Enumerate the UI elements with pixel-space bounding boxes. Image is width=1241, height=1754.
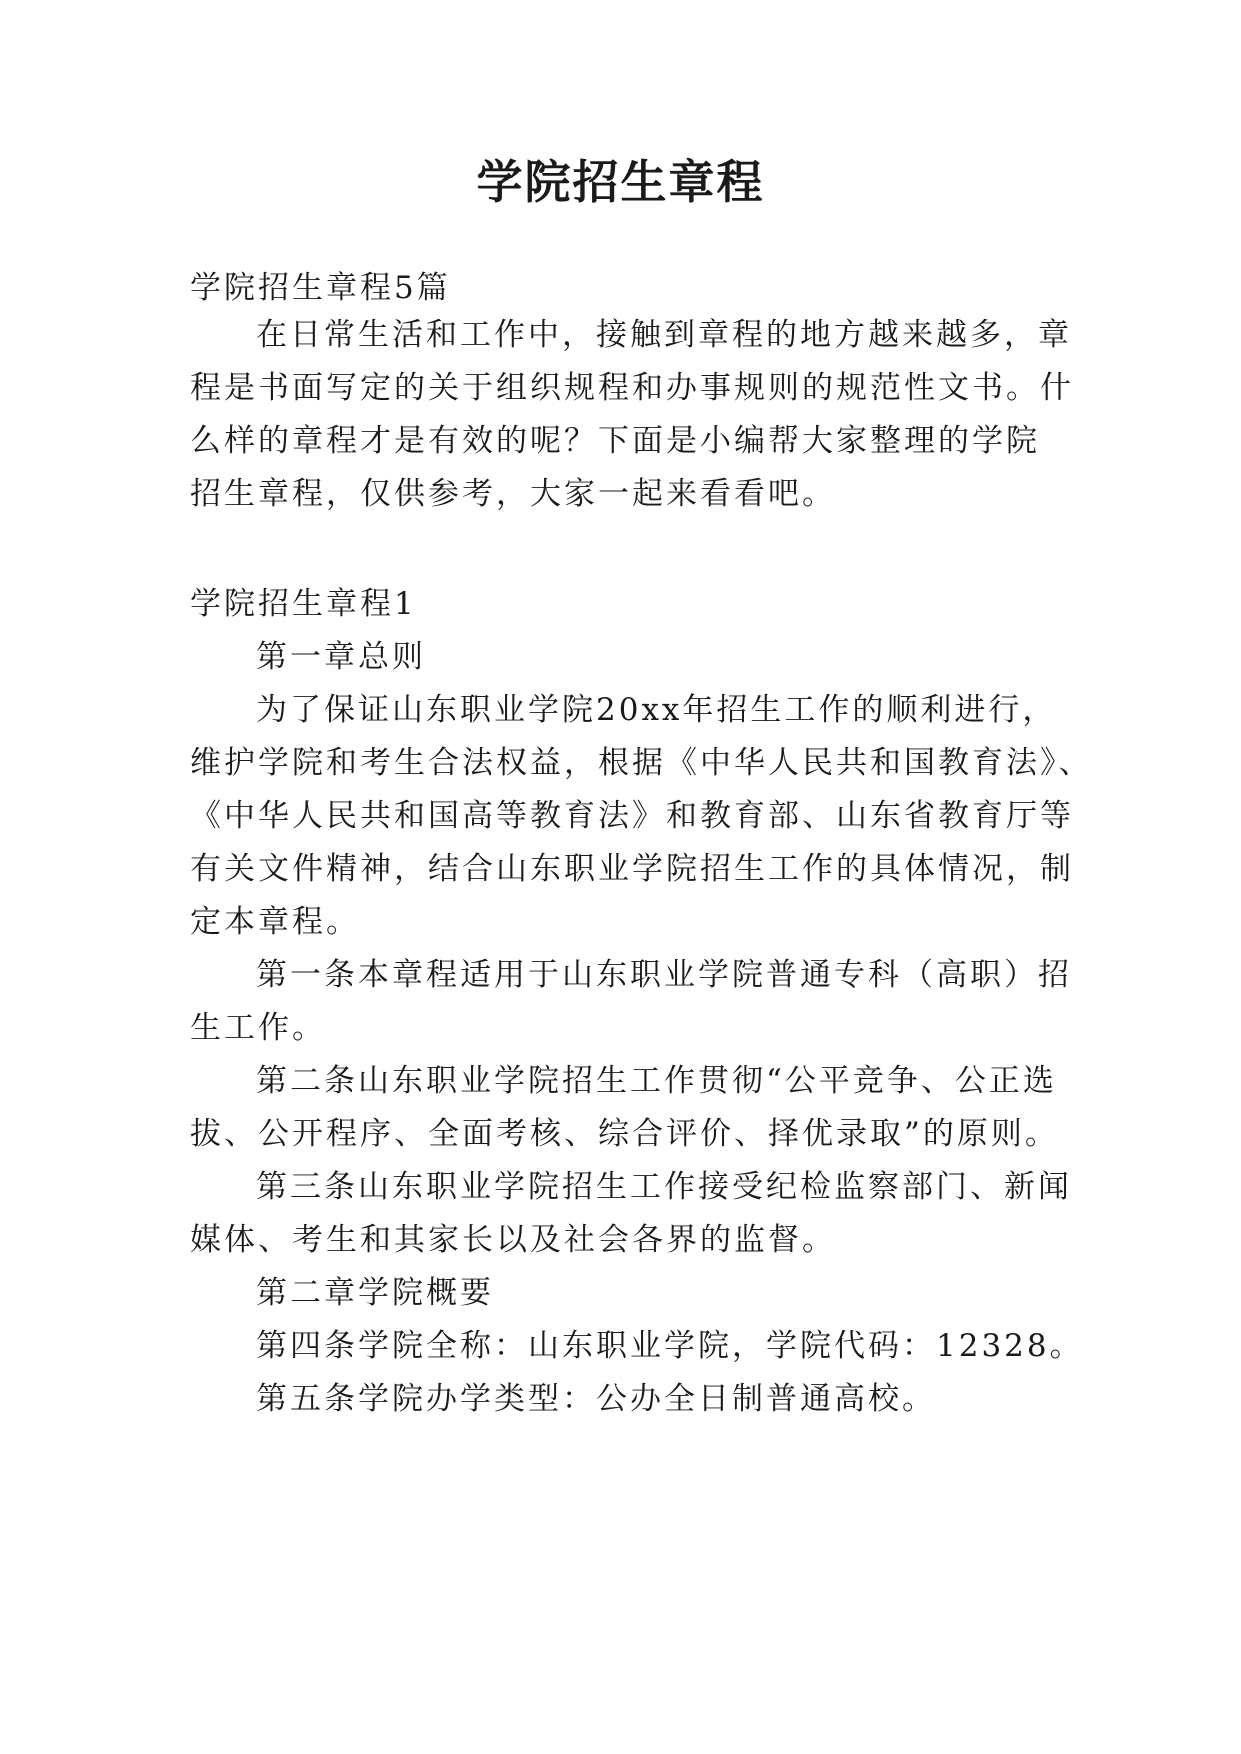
intro-line: 招生章程，仅供参考，大家一起来看看吧。	[190, 476, 836, 512]
section-heading: 学院招生章程1	[190, 586, 417, 622]
article-line: 第四条学院全称：山东职业学院，学院代码：12328。	[256, 1328, 1084, 1364]
article-line: 生工作。	[190, 1010, 326, 1046]
preamble-line: 维护学院和考生合法权益，根据《中华人民共和国教育法》、	[190, 745, 1093, 781]
intro-line: 么样的章程才是有效的呢？下面是小编帮大家整理的学院	[190, 423, 1040, 459]
preamble-line: 为了保证山东职业学院20xx年招生工作的顺利进行，	[256, 692, 1057, 728]
document-title: 学院招生章程	[476, 155, 765, 209]
intro-line: 程是书面写定的关于组织规程和办事规则的规范性文书。什	[190, 370, 1074, 406]
preamble-line: 有关文件精神，结合山东职业学院招生工作的具体情况，制	[190, 851, 1074, 887]
preamble-line: 《中华人民共和国高等教育法》和教育部、山东省教育厅等	[190, 798, 1074, 834]
preamble-line: 定本章程。	[190, 904, 360, 940]
article-line: 第二条山东职业学院招生工作贯彻“公平竞争、公正选	[256, 1063, 1057, 1099]
article-line: 拔、公开程序、全面考核、综合评价、择优录取”的原则。	[190, 1116, 1059, 1152]
article-line: 媒体、考生和其家长以及社会各界的监督。	[190, 1222, 836, 1258]
article-line: 第三条山东职业学院招生工作接受纪检监察部门、新闻	[256, 1169, 1072, 1205]
chapter-heading: 第二章学院概要	[256, 1275, 494, 1311]
intro-heading: 学院招生章程5篇	[190, 270, 451, 306]
article-line: 第一条本章程适用于山东职业学院普通专科（高职）招	[256, 957, 1072, 993]
chapter-heading: 第一章总则	[256, 639, 426, 675]
article-line: 第五条学院办学类型：公办全日制普通高校。	[256, 1381, 936, 1417]
intro-line: 在日常生活和工作中，接触到章程的地方越来越多，章	[256, 317, 1072, 353]
